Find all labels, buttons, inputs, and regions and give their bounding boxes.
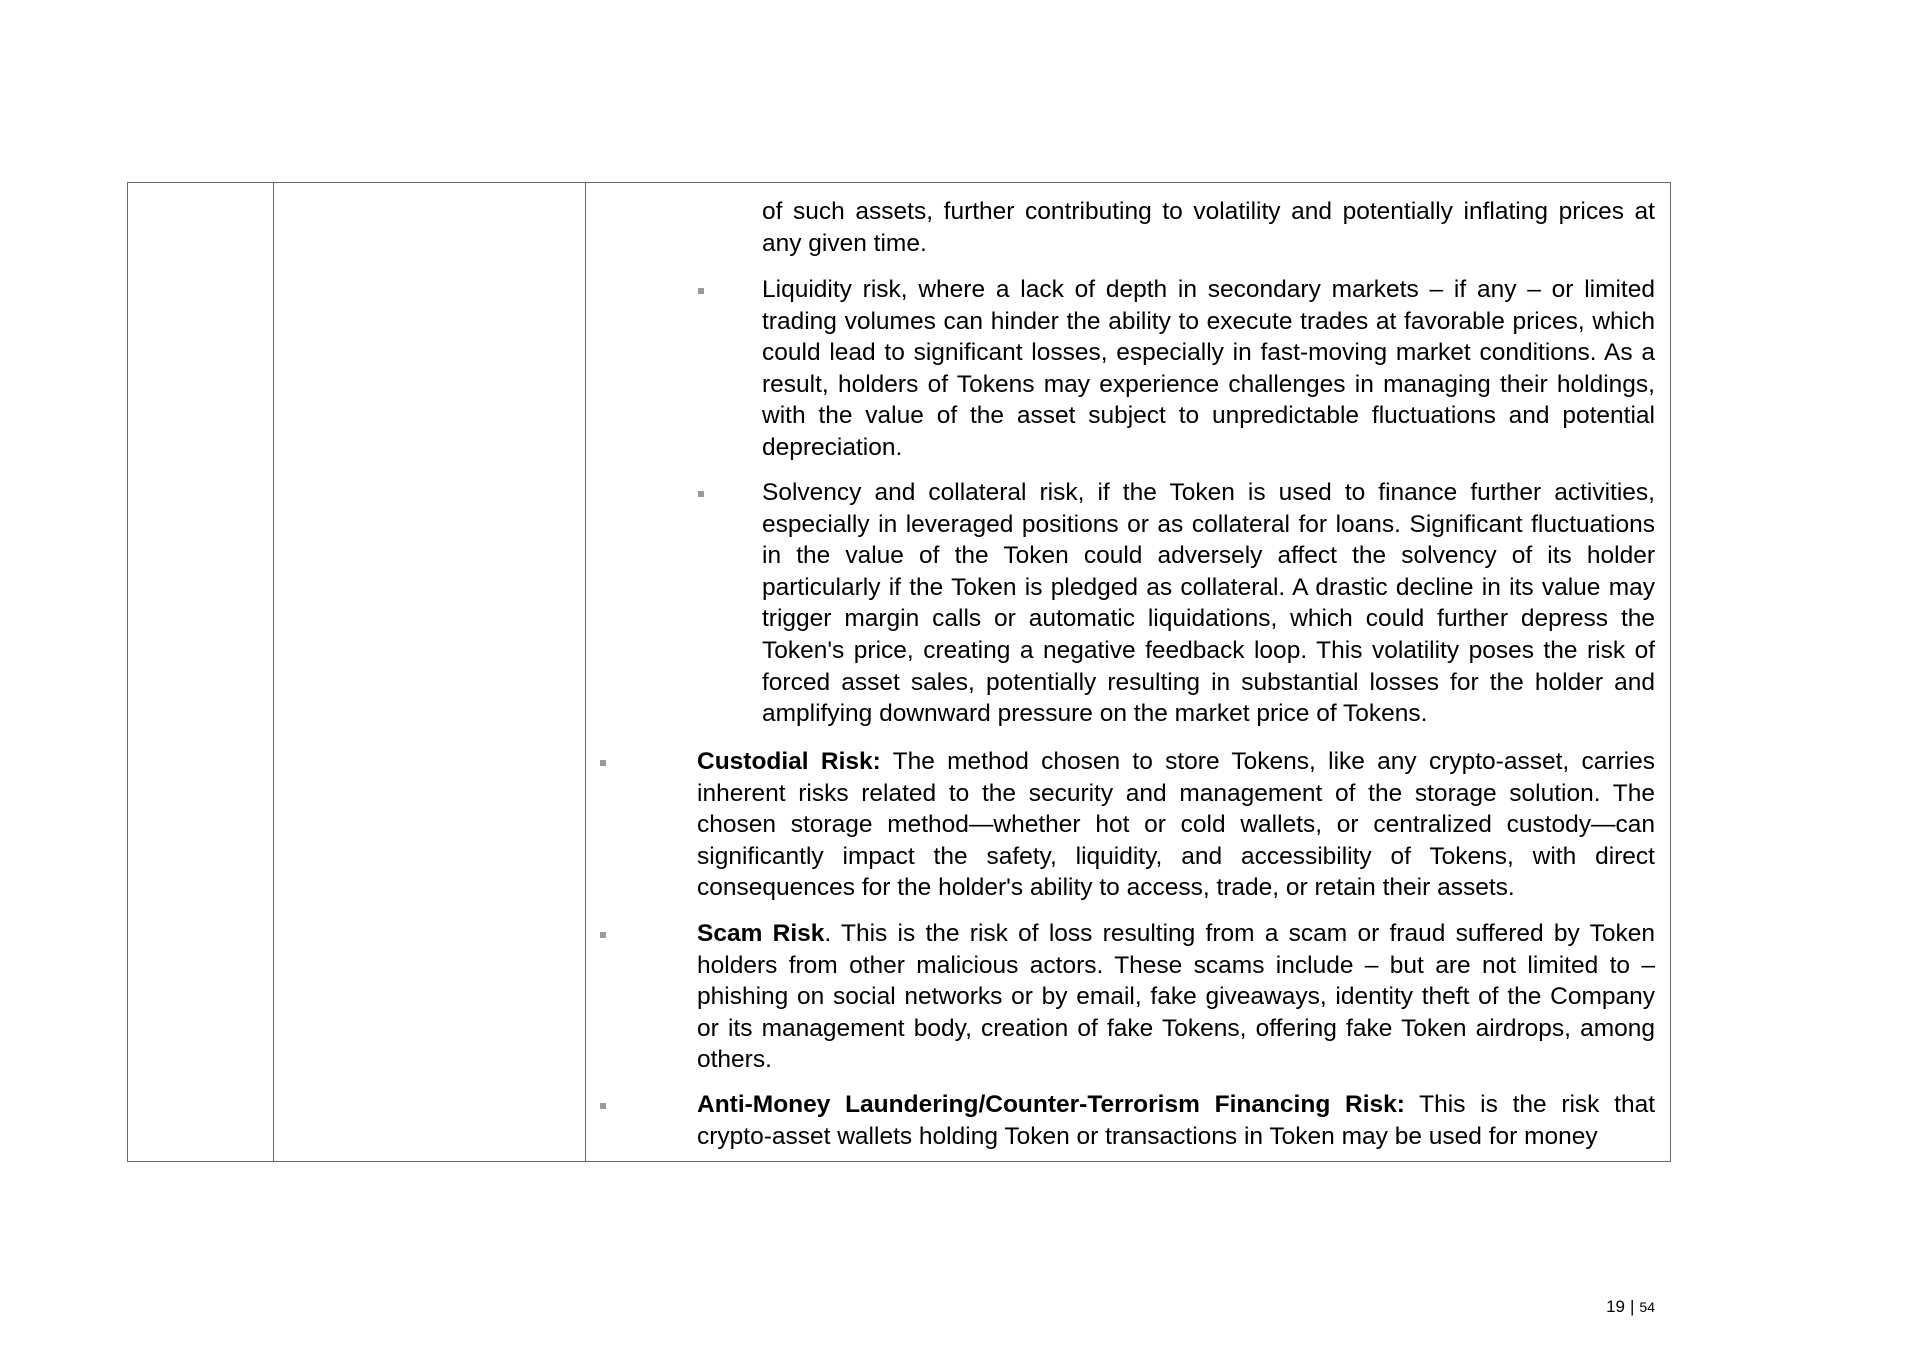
paragraph-solvency-risk: Solvency and collateral risk, if the Token is used to finance further activities, especially in leveraged positions or as collateral for loans. Significant fluctuations in the value of the Token could adversely affect the solvency of its holder particularly if the Token is pledged as collateral. A drastic decline in its value may trigger margin calls or automatic liquidations, which could further depress the Token's price, creating a negative feedback loop. This volatility poses the risk of forced asset sales, potentially resulting in substantial losses for the holder and amplifying downward pressure on the market price of Tokens. — [762, 479, 1655, 728]
page-total: 54 — [1639, 1299, 1655, 1315]
paragraph-liquidity-risk: Liquidity risk, where a lack of depth in secondary markets – if any – or limited trading volumes can hinder the ability to execute trades at favorable prices, which could lead to significant losses, especially in fast-moving market conditions. As a result, holders of Tokens may experience challenges in managing their holdings, with the value of the asset subject to unpredictable fluctuations and potential depreciation. — [762, 276, 1655, 461]
page-current: 19 — [1606, 1297, 1625, 1316]
bullet-square-icon — [600, 932, 606, 938]
bullet-square-icon — [698, 491, 704, 497]
custodial-risk-heading: Custodial Risk: — [697, 748, 881, 775]
paragraph-aml-risk — [697, 1089, 1655, 1152]
scam-risk-heading: Scam Risk — [697, 920, 825, 947]
paragraph-continuation: of such assets, further contributing to volatility and potentially inflating prices at any given time. — [762, 198, 1655, 257]
bullet-square-icon — [600, 1103, 606, 1109]
custodial-risk-text: The method chosen to store Tokens, like any crypto-asset, carries inherent risks related to the security and management of the storage solution. The chosen storage method—whether hot or cold wallets, or centralized custody—can significantly impact the safety, liquidity, and accessibility of Tokens, with direct consequences for the holder's ability to access, trade, or retain their assets. — [697, 748, 1655, 902]
bullet-square-icon — [698, 288, 704, 294]
aml-risk-text: This is the risk that crypto-asset wallets holding Token or transactions in Token may be used for money — [697, 1091, 1655, 1150]
page-separator: | — [1630, 1297, 1635, 1316]
page-number — [1606, 1297, 1655, 1317]
paragraph-scam-risk — [697, 918, 1655, 1076]
aml-risk-heading: Anti-Money Laundering/Counter-Terrorism Financing Risk: — [697, 1091, 1405, 1118]
paragraph-custodial-risk — [697, 746, 1655, 904]
bullet-square-icon — [600, 760, 606, 766]
scam-risk-text: . This is the risk of loss resulting from a scam or fraud suffered by Token holders from other malicious actors. These scams include – but are not limited to – phishing on social networks or by email, fake giveaways, identity theft of the Company or its management body, creation of fake Tokens, offering fake Token airdrops, among others. — [697, 920, 1655, 1074]
